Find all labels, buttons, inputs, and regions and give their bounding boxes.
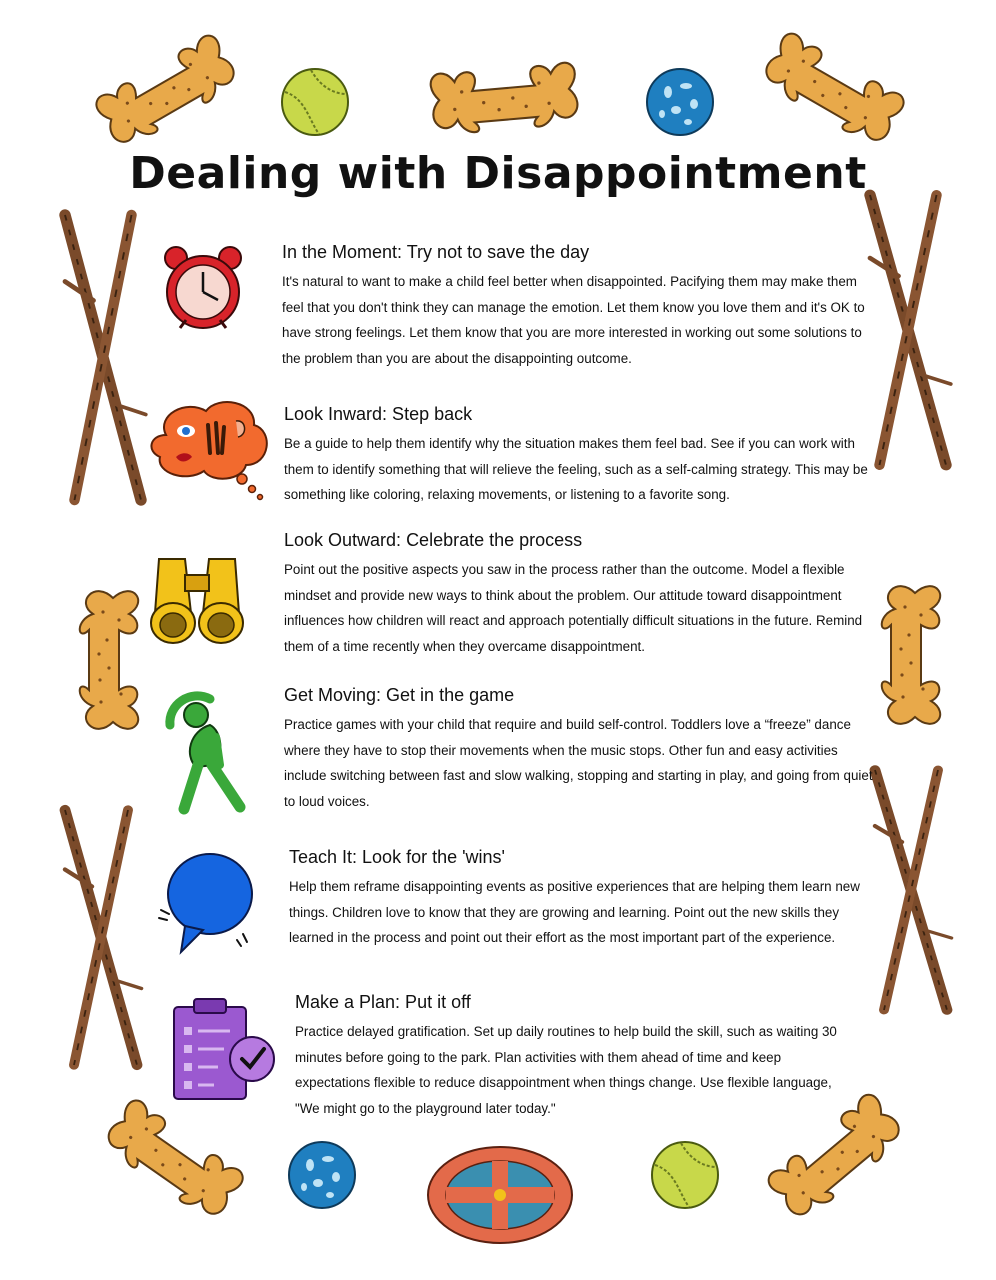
section-heading: In the Moment: Try not to save the day <box>282 242 590 262</box>
bone-icon <box>759 30 907 149</box>
section-in-the-moment <box>282 242 882 371</box>
section-look-outward <box>284 530 874 659</box>
bone-icon <box>430 62 579 136</box>
section-heading: Make a Plan: Put it off <box>295 992 471 1012</box>
blue-ball-icon <box>289 1142 355 1208</box>
sticks-icon <box>65 810 142 1065</box>
section-teach-it <box>289 847 869 951</box>
section-heading: Teach It: Look for the 'wins' <box>289 847 505 867</box>
section-body: Point out the positive aspects you saw in the process rather than the outcome. Model a flexible mindset and provide new ways to think about the problem. Our attitude toward disappointment influences how children will react and approach potentially difficult situations in the future. Remind them of a time recently when they overcame disappointment. <box>284 562 863 654</box>
section-body: Help them reframe disappointing events as positive experiences that are helping them learn new things. Children love to know that they are growing and learning. Point out the new skills they learned in the process and point out their effort as the most important part of the experience. <box>289 879 860 945</box>
binoculars-icon <box>147 553 247 648</box>
tennis-ball-icon <box>282 69 348 135</box>
bone-icon <box>80 591 138 729</box>
bone-icon <box>100 1097 246 1224</box>
thought-bubble-icon <box>146 395 276 505</box>
section-make-a-plan <box>295 992 840 1121</box>
sticks-icon <box>65 215 146 500</box>
checklist-clipboard-icon <box>168 995 278 1105</box>
bone-icon <box>93 32 241 151</box>
speech-bubble-icon <box>155 848 255 958</box>
section-get-moving <box>284 685 874 814</box>
tennis-ball-icon <box>652 1142 718 1208</box>
section-heading: Look Outward: Celebrate the process <box>284 530 583 550</box>
bone-icon <box>882 586 940 724</box>
blue-ball-icon <box>647 69 713 135</box>
frisbee-icon <box>428 1147 572 1243</box>
section-heading: Get Moving: Get in the game <box>284 685 515 705</box>
stretching-person-icon <box>160 685 250 815</box>
section-look-inward <box>284 404 869 508</box>
section-heading: Look Inward: Step back <box>284 404 473 424</box>
sticks-icon <box>870 195 951 465</box>
section-body: Be a guide to help them identify why the situation makes them feel bad. See if you can work with them to identify something that will relieve the feeling, such as a self-calming strategy. This may be something like coloring, relaxing movements, or listening to a favorite song. <box>284 436 868 502</box>
alarm-clock-icon <box>158 244 248 334</box>
section-body: It's natural to want to make a child feel better when disappointed. Pacifying them may make them feel that you don't think they can manage the emotion. Let them know you love them and it's OK to have strong feelings. Let them know that you are more interested in working out some solutions to the problem than you are about the disappointing outcome. <box>282 274 865 366</box>
sticks-icon <box>875 770 952 1010</box>
page-title: Dealing with Disappointment <box>129 148 867 199</box>
section-body: Practice games with your child that require and build self-control. Toddlers love a “freeze” dance where they have to stop their movements when the music stops. Other fun and easy activities include switching between fast and slow walking, stopping and starting in play, and going from quiet to loud voices. <box>284 717 873 809</box>
section-body: Practice delayed gratification. Set up daily routines to help build the skill, such as waiting 30 minutes before going to the park. Plan activities with them ahead of time and keep expectations flexible to reduce disappointment when things change. Use flexible language, "We might go to the playground later today." <box>295 1024 837 1116</box>
